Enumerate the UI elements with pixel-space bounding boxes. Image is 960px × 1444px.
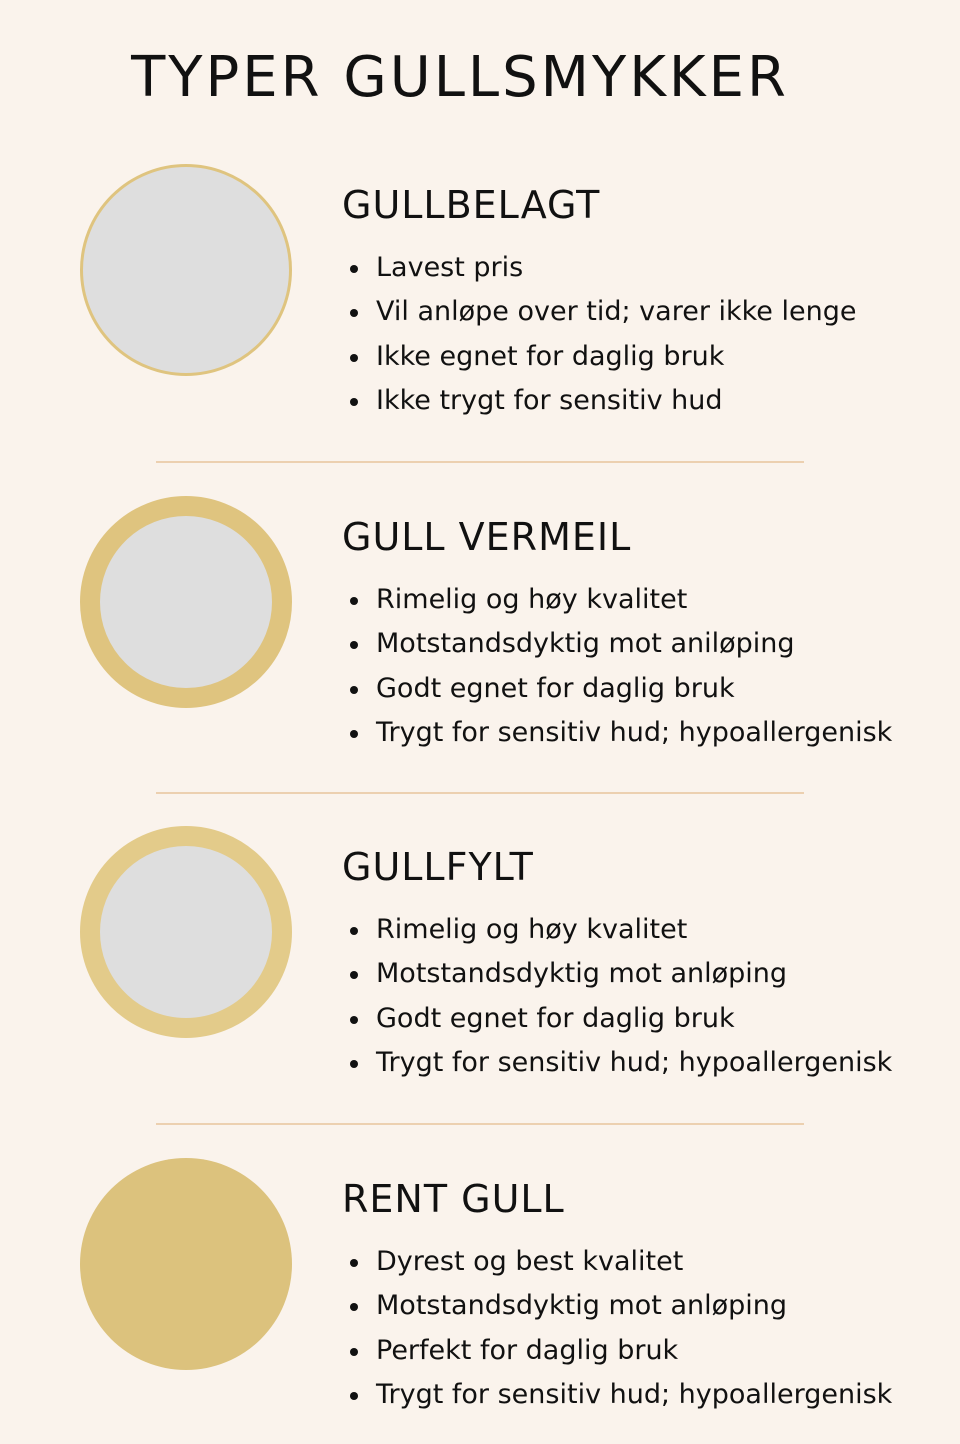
bullet-item: Rimelig og høy kvalitet: [342, 578, 892, 622]
bullet-item: Godt egnet for daglig bruk: [342, 667, 892, 711]
section-divider: [156, 792, 804, 794]
section-gold-plated: [0, 150, 960, 450]
bullet-item: Trygt for sensitiv hud; hypoallergenisk: [342, 1373, 892, 1417]
bullet-item: Motstandsdyktig mot aniløping: [342, 622, 892, 666]
section-solid-gold: [0, 1144, 960, 1444]
bullet-item: Motstandsdyktig mot anløping: [342, 1284, 892, 1328]
bullet-list: [342, 1240, 892, 1417]
gold-vermeil-swatch-icon: [80, 496, 292, 708]
gold-filled-swatch-icon: [80, 826, 292, 1038]
bullet-list: [342, 578, 892, 755]
section-title: GULLFYLT: [342, 845, 534, 889]
bullet-item: Motstandsdyktig mot anløping: [342, 952, 892, 996]
bullet-list: [342, 908, 892, 1085]
bullet-item: Rimelig og høy kvalitet: [342, 908, 892, 952]
section-divider: [156, 461, 804, 463]
bullet-item: Lavest pris: [342, 246, 856, 290]
section-title: GULLBELAGT: [342, 183, 601, 227]
bullet-list: [342, 246, 856, 423]
bullet-item: Godt egnet for daglig bruk: [342, 997, 892, 1041]
bullet-item: Ikke trygt for sensitiv hud: [342, 379, 856, 423]
bullet-item: Dyrest og best kvalitet: [342, 1240, 892, 1284]
bullet-item: Vil anløpe over tid; varer ikke lenge: [342, 290, 856, 334]
section-divider: [156, 1123, 804, 1125]
bullet-item: Perfekt for daglig bruk: [342, 1329, 892, 1373]
section-gold-vermeil: [0, 482, 960, 782]
solid-gold-swatch-icon: [80, 1158, 292, 1370]
bullet-item: Ikke egnet for daglig bruk: [342, 335, 856, 379]
section-title: RENT GULL: [342, 1177, 565, 1221]
bullet-item: Trygt for sensitiv hud; hypoallergenisk: [342, 1041, 892, 1085]
gold-plated-swatch-icon: [80, 164, 292, 376]
section-gold-filled: [0, 812, 960, 1112]
section-title: GULL VERMEIL: [342, 515, 632, 559]
bullet-item: Trygt for sensitiv hud; hypoallergenisk: [342, 711, 892, 755]
page-title: TYPER GULLSMYKKER: [131, 45, 789, 110]
